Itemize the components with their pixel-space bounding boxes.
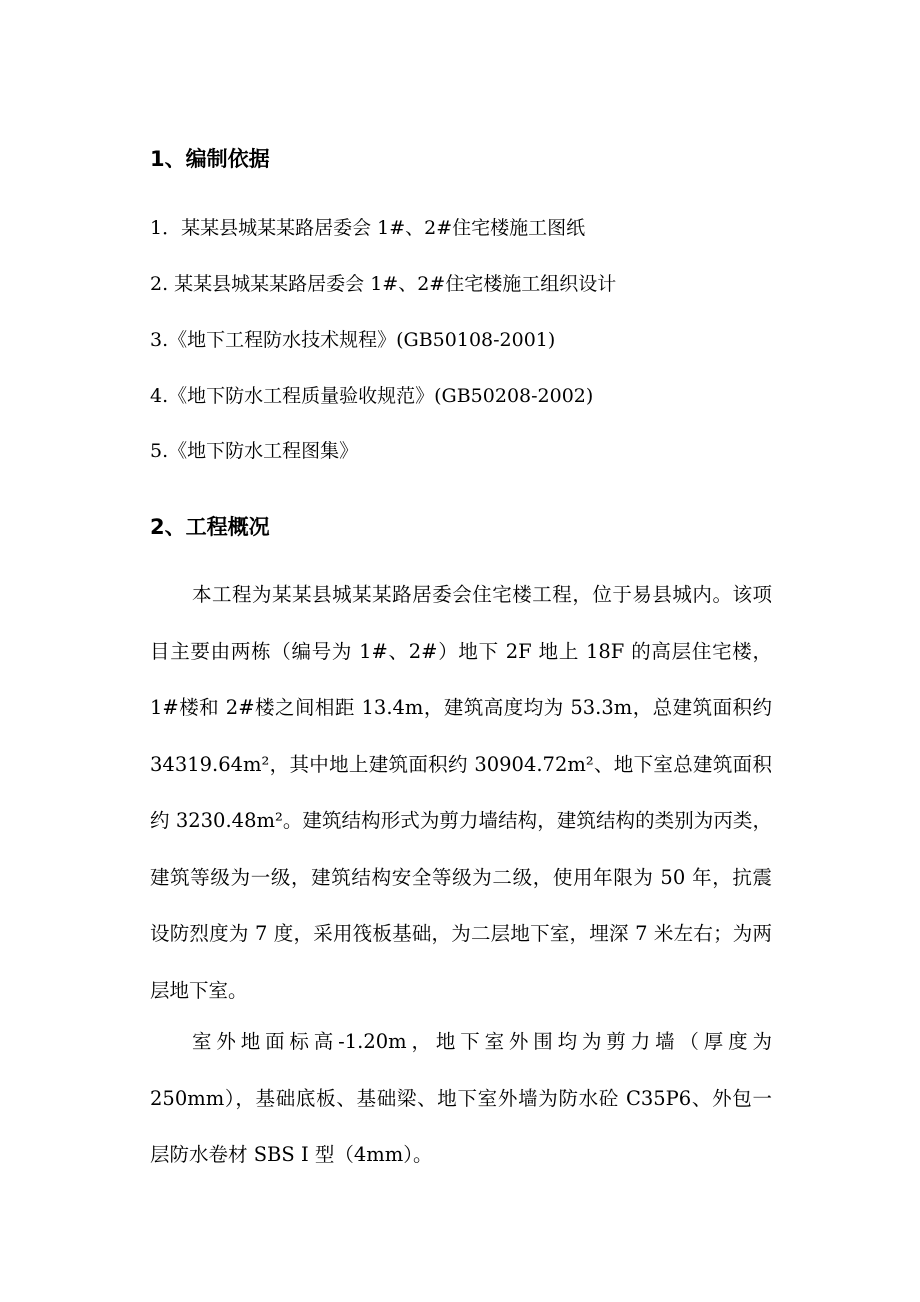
reference-item: 1．某某县城某某路居委会 1#、2#住宅楼施工图纸: [150, 217, 586, 239]
reference-item: 2. 某某县城某某路居委会 1#、2#住宅楼施工组织设计: [150, 273, 617, 295]
overview-paragraph: 本工程为某某县城某某路居委会住宅楼工程，位于易县城内。该项目主要由两栋（编号为 1#、2#）地下 2F 地上 18F 的高层住宅楼，1#楼和 2#楼之间相距 13.4m，建筑高度均为 53.3m，总建筑面积约 34319.64m²，其中地上建筑面积约 30904.72m²、地下室总建筑面积约 3230.48m²。建筑结构形式为剪力墙结构，建筑结构的类别为丙类，建筑等级为一级，建筑结构安全等级为二级，使用年限为 50 年，抗震设防烈度为 7 度，采用筏板基础，为二层地下室，埋深 7 米左右；为两层地下室。: [150, 583, 772, 1002]
section-1-heading: 1、编制依据: [150, 147, 270, 171]
reference-item: 5.《地下防水工程图集》: [150, 440, 359, 462]
overview-paragraph: 室外地面标高-1.20m，地下室外围均为剪力墙（厚度为 250mm），基础底板、基础梁、地下室外墙为防水砼 C35P6、外包一层防水卷材 SBS Ⅰ 型（4mm）。: [150, 1030, 772, 1166]
reference-item: 3.《地下工程防水技术规程》(GB50108-2001): [150, 329, 556, 351]
section-2-heading: 2、工程概况: [150, 515, 270, 539]
reference-item: 4.《地下防水工程质量验收规范》(GB50208-2002): [150, 385, 594, 407]
